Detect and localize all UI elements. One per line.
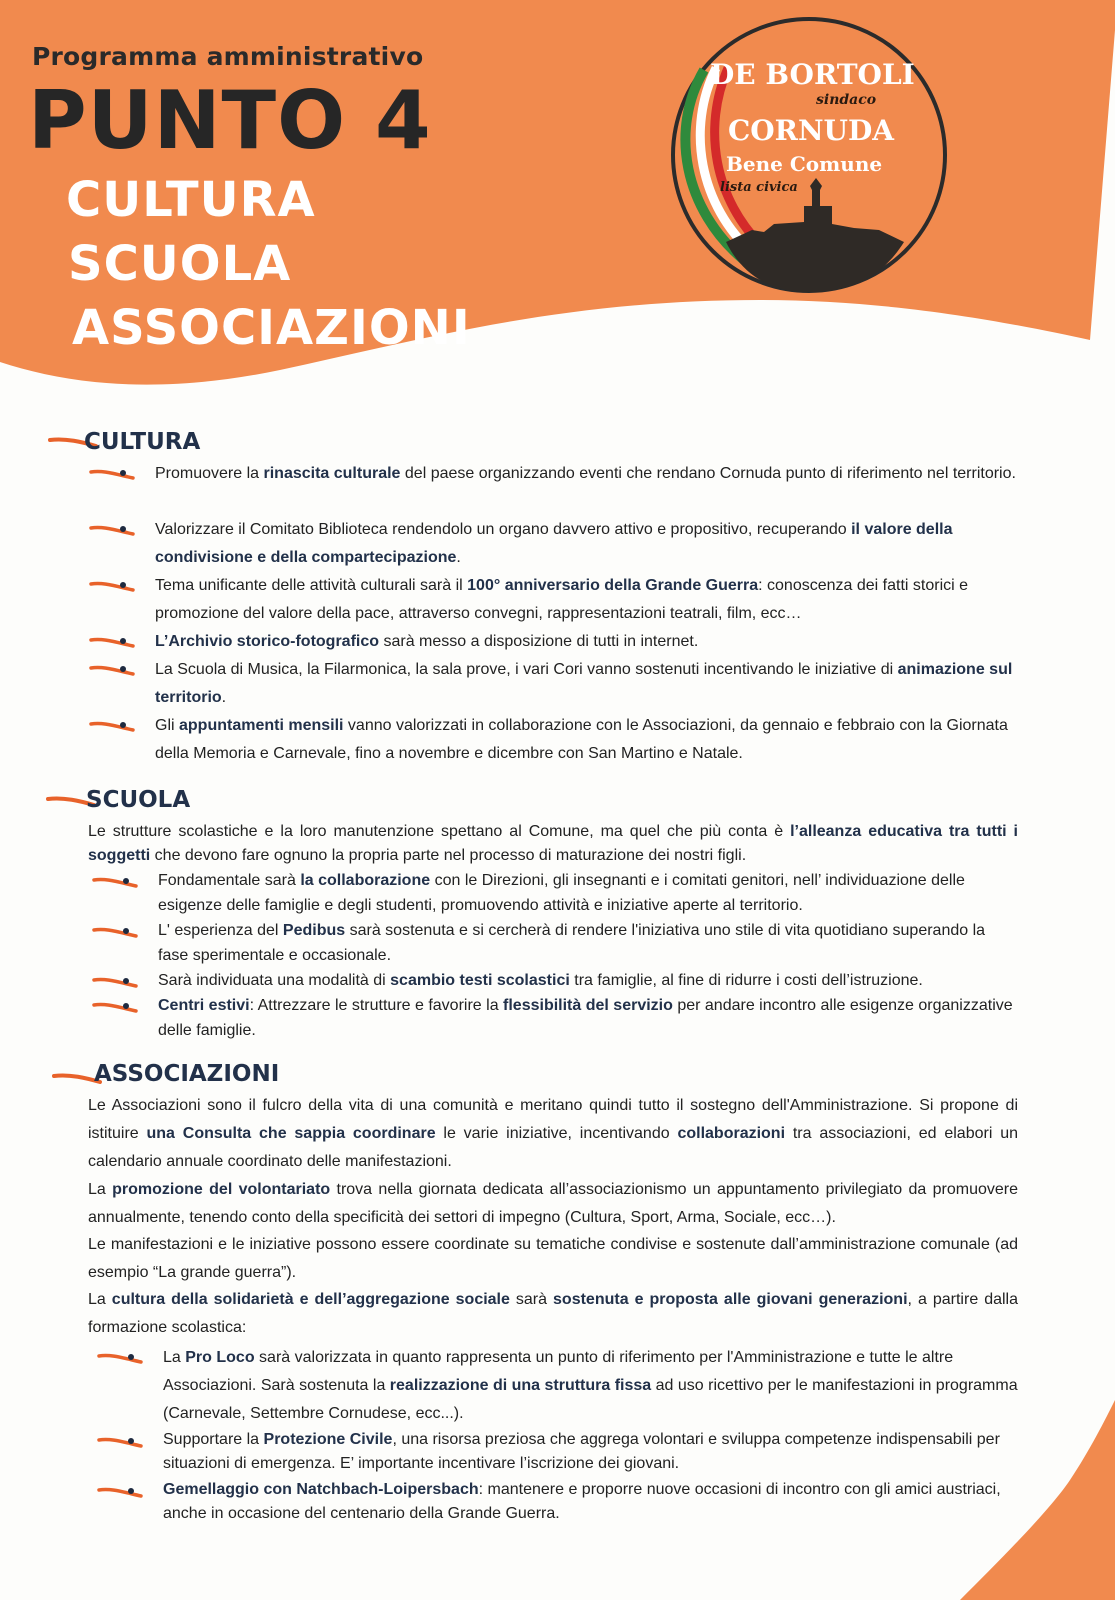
- body-text: Supportare la: [163, 1431, 264, 1448]
- section-heading-scuola: SCUOLA: [86, 787, 191, 813]
- emphasis-text: l’alleanza educativa tra tutti i soggetti: [88, 823, 1019, 864]
- bullet-icon: [89, 578, 139, 592]
- body-text: .: [456, 549, 461, 566]
- body-text: Gli: [155, 717, 179, 734]
- body-text: La: [88, 1181, 113, 1198]
- topic-associazioni: ASSOCIAZIONI: [72, 300, 471, 356]
- cultura-item: [155, 656, 1017, 712]
- scuola-item: [158, 993, 1018, 1043]
- emphasis-text: cultura della solidarietà e dell’aggregazione sociale: [111, 1291, 510, 1308]
- emphasis-text: Pro Loco: [185, 1349, 255, 1366]
- section-heading-cultura: CULTURA: [84, 429, 201, 455]
- bullet-icon: [89, 662, 139, 676]
- emphasis-text: Centri estivi: [158, 997, 250, 1014]
- logo-list-type: lista civica: [720, 180, 798, 195]
- scuola-item: [158, 968, 1018, 993]
- associazioni-item: [163, 1478, 1018, 1526]
- bullet-icon: [92, 974, 142, 988]
- body-text: che devono fare ognuno la propria parte nel processo di maturazione dei nostri figli.: [150, 847, 747, 864]
- associazioni-paragraph: [88, 1092, 1018, 1176]
- emphasis-text: promozione del volontariato: [112, 1181, 331, 1198]
- body-text: sarà: [509, 1291, 554, 1308]
- emphasis-text: flessibilità del servizio: [503, 997, 673, 1014]
- topic-scuola: SCUOLA: [68, 236, 292, 292]
- emphasis-text: il valore della condivisione e della compartecipazione: [155, 521, 953, 566]
- body-text: La Scuola di Musica, la Filarmonica, la sala prove, i vari Cori vanno sostenuti incentivando le iniziative di: [155, 661, 898, 678]
- body-text: Fondamentale sarà: [158, 872, 301, 889]
- cultura-item: [155, 460, 1017, 488]
- logo-candidate-name: DE BORTOLI: [710, 58, 915, 91]
- associazioni-item: [163, 1428, 1018, 1476]
- associazioni-paragraph: [88, 1231, 1018, 1287]
- body-text: con le Direzioni, gli insegnanti e i comitati genitori, nell’ individuazione delle esigenze delle famiglie e degli studenti, promuovendo attività e iniziative aperte al territorio.: [158, 872, 965, 914]
- body-text: Promuovere la: [155, 465, 264, 482]
- logo-list-name: Bene Comune: [726, 152, 883, 176]
- emphasis-text: sostenuta e proposta alle giovani generazioni: [553, 1291, 908, 1308]
- bullet-icon: [89, 718, 139, 732]
- bullet-icon: [89, 634, 139, 648]
- body-text: ad uso ricettivo per le manifestazioni in programma (Carnevale, Settembre Cornudese, ecc...).: [163, 1377, 1018, 1422]
- emphasis-text: Gemellaggio con Natchbach-Loipersbach: [163, 1481, 479, 1498]
- body-text: sarà messo a disposizione di tutti in internet.: [379, 633, 699, 650]
- bullet-icon: [97, 1484, 147, 1498]
- scuola-item: [158, 868, 1018, 918]
- logo-town: CORNUDA: [728, 114, 894, 147]
- body-text: Le strutture scolastiche e la loro manutenzione spettano al Comune, ma quel che più conta è: [88, 823, 791, 840]
- cultura-item: [155, 712, 1017, 768]
- body-text: : Attrezzare le strutture e favorire la: [249, 997, 504, 1014]
- body-text: .: [221, 689, 227, 706]
- body-text: tra famiglie, al fine di ridurre i costi dell’istruzione.: [569, 972, 923, 989]
- bullet-icon: [89, 522, 139, 536]
- logo-role: sindaco: [816, 92, 877, 108]
- emphasis-text: la collaborazione: [300, 872, 431, 889]
- scuola-intro: [88, 820, 1018, 868]
- page-title: PUNTO 4: [28, 74, 432, 167]
- emphasis-text: Protezione Civile: [263, 1431, 393, 1448]
- body-text: La: [163, 1349, 186, 1366]
- emphasis-text: realizzazione di una struttura fissa: [389, 1377, 652, 1394]
- topic-cultura: CULTURA: [66, 172, 316, 228]
- emphasis-text: scambio testi scolastici: [390, 972, 570, 989]
- emphasis-text: Pedibus: [282, 922, 346, 939]
- associazioni-paragraph: [88, 1176, 1018, 1232]
- associazioni-item: [163, 1344, 1018, 1428]
- bullet-icon: [97, 1434, 147, 1448]
- cultura-item: [155, 572, 1017, 628]
- body-text: Tema unificante delle attività culturali sarà il: [155, 577, 468, 594]
- emphasis-text: L’Archivio storico-fotografico: [155, 633, 380, 650]
- body-text: trova nella giornata dedicata all’associazionismo un appuntamento privilegiato da promuovere annualmente, tenendo conto della specificità dei settori di impegno (Cultura, Sport, Arma, Sociale, ecc…).: [88, 1181, 1018, 1226]
- body-text: : conoscenza dei fatti storici e promozione del valore della pace, attraverso convegni, rappresentazioni teatrali, film, ecc…: [155, 577, 969, 622]
- section-heading-associazioni: ASSOCIAZIONI: [94, 1061, 280, 1087]
- body-text: le varie iniziative, incentivando: [435, 1125, 678, 1142]
- body-text: Sarà individuata una modalità di: [158, 972, 391, 989]
- program-subtitle: Programma amministrativo: [32, 42, 424, 71]
- body-text: Valorizzare il Comitato Biblioteca rendendolo un organo davvero attivo e propositivo, recuperando: [155, 521, 852, 538]
- emphasis-text: animazione sul territorio: [155, 661, 1013, 706]
- body-text: La: [88, 1291, 112, 1308]
- emphasis-text: 100° anniversario della Grande Guerra: [467, 577, 759, 594]
- bullet-icon: [97, 1350, 147, 1364]
- emphasis-text: collaborazioni: [677, 1125, 786, 1142]
- body-text: , una risorsa preziosa che aggrega volontari e sviluppa competenze indispensabili per situazioni di emergenza. E’ importante incentivare l’iscrizione dei giovani.: [163, 1431, 1000, 1472]
- bullet-icon: [92, 924, 142, 938]
- body-text: tra associazioni, ed elabori un calendario annuale coordinato delle manifestazioni.: [88, 1125, 1019, 1170]
- emphasis-text: appuntamenti mensili: [179, 717, 344, 734]
- body-text: sarà sostenuta e si cercherà di rendere l'iniziativa uno stile di vita quotidiano superando la fase sperimentale e occasionale.: [158, 922, 986, 964]
- scuola-item: [158, 918, 1018, 968]
- campaign-logo: [664, 10, 954, 300]
- body-text: del paese organizzando eventi che rendano Cornuda punto di riferimento nel territorio.: [400, 465, 1016, 482]
- body-text: : mantenere e proporre nuove occasioni di incontro con gli amici austriaci, anche in occasione del centenario della Grande Guerra.: [163, 1481, 1001, 1522]
- bullet-icon: [89, 466, 139, 480]
- body-text: per andare incontro alle esigenze organizzative delle famiglie.: [158, 997, 1013, 1039]
- body-text: vanno valorizzati in collaborazione con le Associazioni, da gennaio e febbraio con la Giornata della Memoria e Carnevale, fino a novembre e dicembre con San Martino e Natale.: [155, 717, 1008, 762]
- body-text: L' esperienza del: [158, 922, 283, 939]
- body-text: , a partire dalla formazione scolastica:: [88, 1291, 1019, 1336]
- bullet-icon: [92, 999, 142, 1013]
- cultura-item: [155, 516, 1017, 572]
- cultura-item: [155, 628, 1017, 656]
- associazioni-paragraph: [88, 1286, 1018, 1342]
- emphasis-text: una Consulta che sappia coordinare: [146, 1125, 436, 1142]
- body-text: Le Associazioni sono il fulcro della vita di una comunità e meritano quindi tutto il sostegno dell'Amministrazione. Si propone di istituire: [88, 1097, 1018, 1142]
- emphasis-text: rinascita culturale: [263, 465, 401, 482]
- body-text: Le manifestazioni e le iniziative possono essere coordinate su tematiche condivise e sostenute dall’amministrazione comunale (ad esempio “La grande guerra”).: [88, 1236, 1018, 1281]
- body-text: sarà valorizzata in quanto rappresenta un punto di riferimento per l'Amministrazione e tutte le altre Associazioni. Sarà sostenuta la: [163, 1349, 954, 1394]
- bullet-icon: [92, 874, 142, 888]
